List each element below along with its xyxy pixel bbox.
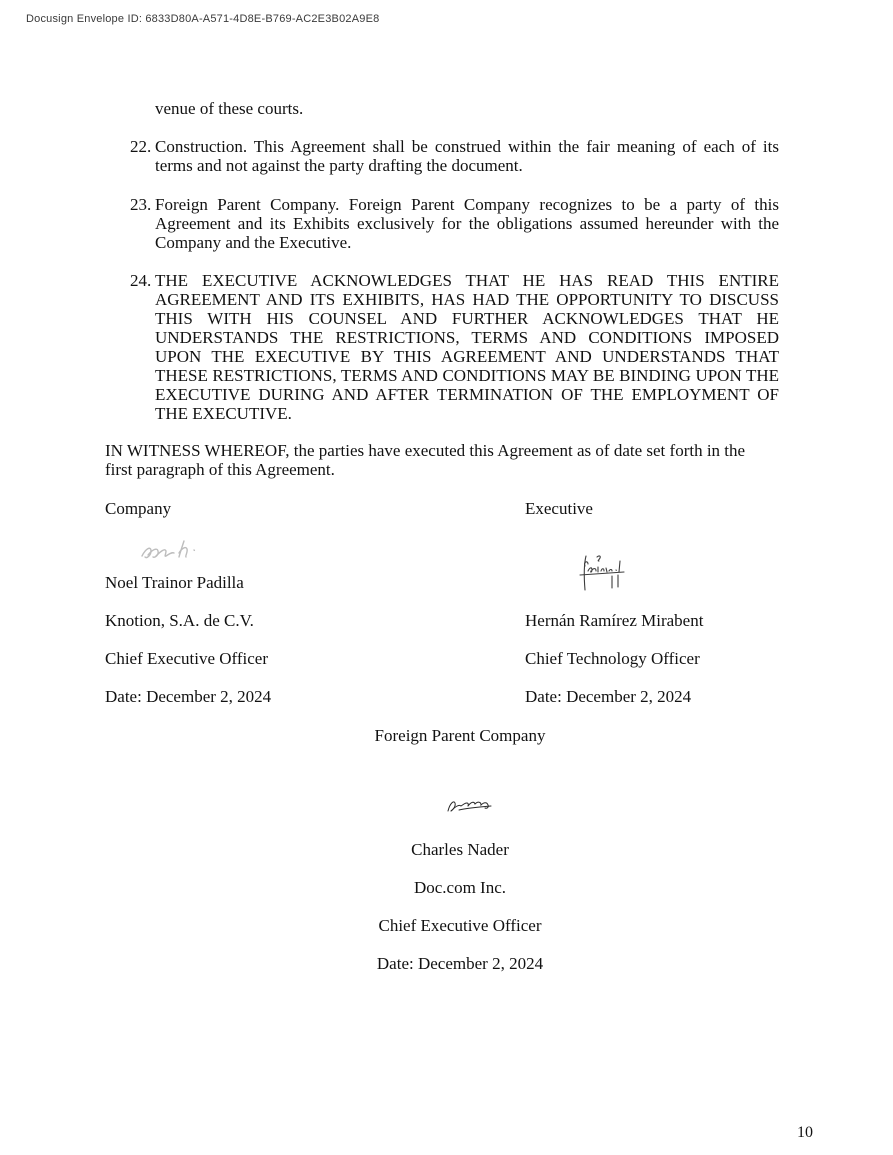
witness-clause: IN WITNESS WHEREOF, the parties have executed this Agreement as of date set forth in the first paragraph of this Agreement. [105,441,746,479]
foreign-parent-entity: Doc.com Inc. [413,878,507,897]
foreign-parent-date-line: Date: December 2, 2024 [376,954,544,973]
company-date-line: Date: December 2, 2024 [105,687,272,706]
clause-23-number: 23. [130,195,152,214]
foreign-parent-signatory-name: Charles Nader [411,840,509,859]
clause-23 [130,195,779,252]
executive-date-line: Date: December 2, 2024 [525,687,692,706]
clause-22 [130,137,779,175]
clause-24 [130,271,779,423]
company-signature-image [138,534,223,568]
foreign-parent-signature-image [445,798,494,815]
executive-column-heading: Executive [525,499,593,518]
company-signatory-title: Chief Executive Officer [105,649,269,668]
clause-22-number: 22. [130,137,152,156]
executive-signature-image [576,554,628,594]
company-entity: Knotion, S.A. de C.V. [105,611,254,630]
clause-24-number: 24. [130,271,152,290]
docusign-envelope-id: Docusign Envelope ID: 6833D80A-A571-4D8E-B769-AC2E3B02A9E8 [26,13,380,25]
clause-24-text: THE EXECUTIVE ACKNOWLEDGES THAT HE HAS READ THIS ENTIRE AGREEMENT AND ITS EXHIBITS, HAS HAD THE OPPORTUNITY TO DISCUSS THIS WITH HIS COUNSEL AND FURTHER ACKNOWLEDGES THAT HE UNDERSTANDS THE RESTRICTIONS, TERMS AND CONDITIONS IMPOSED UPON THE EXECUTIVE BY THIS AGREEMENT AND UNDERSTANDS THAT THESE RESTRICTIONS, TERMS AND CONDITIONS MAY BE BINDING UPON THE EXECUTIVE DURING AND AFTER TERMINATION OF THE EMPLOYMENT OF THE EXECUTIVE. [155,271,779,423]
executive-signatory-title: Chief Technology Officer [525,649,700,668]
foreign-parent-signatory-title: Chief Executive Officer [378,916,542,935]
company-column-heading: Company [105,499,172,518]
paragraph-continuation: venue of these courts. [155,99,304,118]
executive-signatory-name: Hernán Ramírez Mirabent [525,611,704,630]
clause-22-text: Construction. This Agreement shall be construed within the fair meaning of each of its terms and not against the party drafting the document. [155,137,779,175]
clause-23-text: Foreign Parent Company. Foreign Parent Company recognizes to be a party of this Agreement and its Exhibits exclusively for the obligations assumed hereunder with the Company and the Executive. [155,195,779,252]
page-number: 10 [797,1124,813,1141]
foreign-parent-heading: Foreign Parent Company [374,726,546,745]
company-signatory-name: Noel Trainor Padilla [105,573,244,592]
